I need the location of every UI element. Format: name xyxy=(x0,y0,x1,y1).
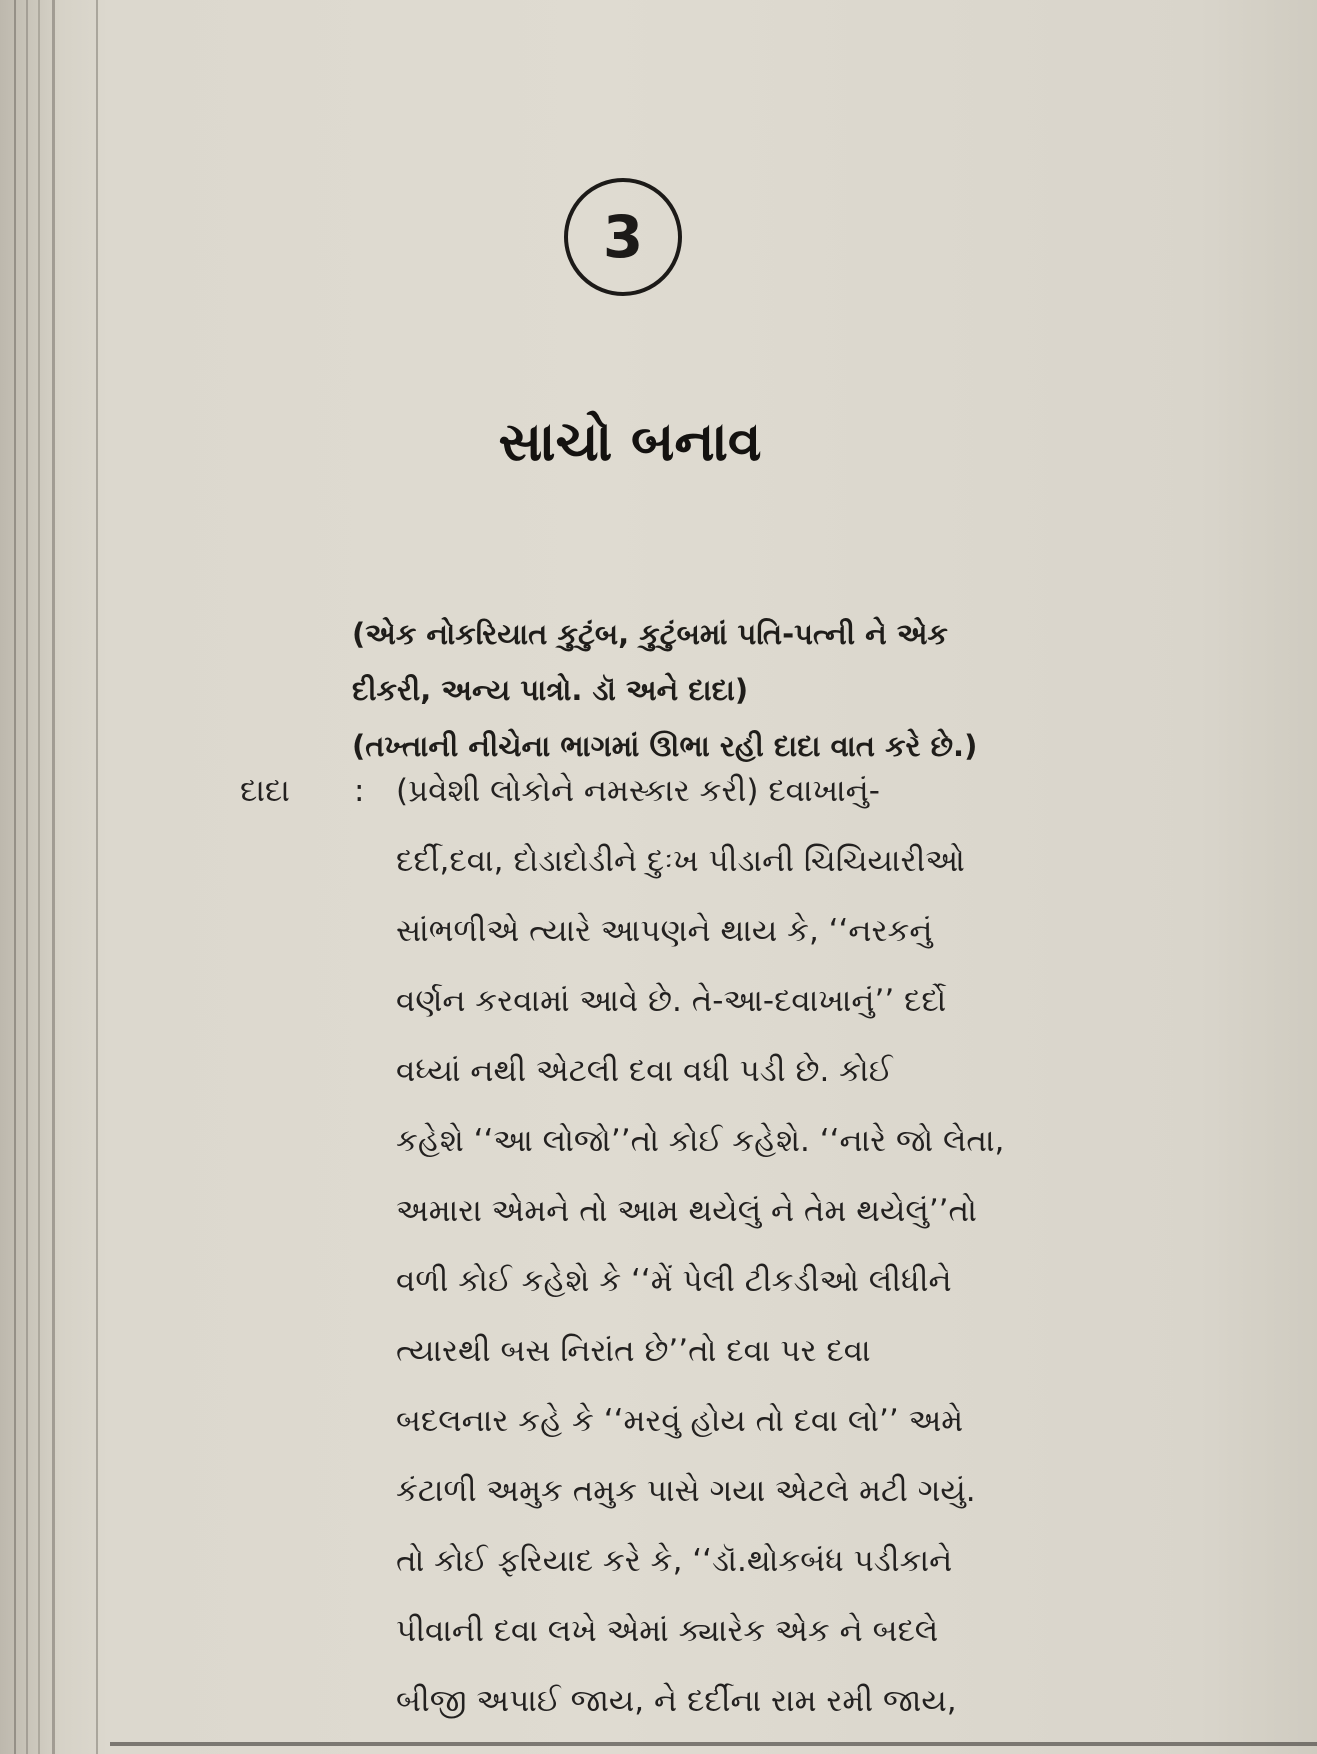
dialogue-line: કહેશે ‘‘આ લોજો’’તો કોઈ કહેશે. ‘‘નારે જો લેતા, xyxy=(396,1123,1005,1159)
dialogue-line: (પ્રવેશી લોકોને નમસ્કાર કરી) દવાખાનું- xyxy=(396,773,880,809)
stage-direction-line: દીકરી, અન્ય પાત્રો. ડૉ અને દાદા) xyxy=(352,673,749,707)
page-edge xyxy=(38,0,40,1754)
page-bottom-edge xyxy=(110,1742,1317,1746)
page-edge xyxy=(52,0,55,1754)
page-edge xyxy=(26,0,28,1754)
chapter-number-badge xyxy=(564,178,682,296)
stage-direction-line: (એક નોકરિયાત કુટુંબ, કુટુંબમાં પતિ-પત્ની ને એક xyxy=(352,617,948,651)
page-edge xyxy=(96,0,98,1754)
dialogue-line: બીજી અપાઈ જાય, ને દર્દીના રામ રમી જાય, xyxy=(396,1683,957,1719)
dialogue-line: વધ્યાં નથી એટલી દવા વધી પડી છે. કોઈ xyxy=(396,1053,893,1089)
dialogue-line: કંટાળી અમુક તમુક પાસે ગયા એટલે મટી ગયું. xyxy=(396,1473,976,1509)
dialogue-line: બદલનાર કહે કે ‘‘મરવું હોય તો દવા લો’’ અમે xyxy=(396,1403,964,1439)
stage-direction-line: (તખ્તાની નીચેના ભાગમાં ઊભા રહી દાદા વાત કરે છે.) xyxy=(352,729,978,763)
speaker-separator: : xyxy=(354,773,365,809)
dialogue-line: વળી કોઈ કહેશે કે ‘‘મેં પેલી ટીકડીઓ લીધીને xyxy=(396,1263,952,1299)
dialogue-line: સાંભળીએ ત્યારે આપણને થાય કે, ‘‘નરકનું xyxy=(396,913,933,949)
dialogue-line: ત્યારથી બસ નિરાંત છે’’તો દવા પર દવા xyxy=(396,1333,871,1369)
page-edge xyxy=(14,0,16,1754)
chapter-title: સાચો બનાવ xyxy=(498,410,762,473)
dialogue-line: દર્દી,દવા, દોડાદોડીને દુઃખ પીડાની ચિચિયારીઓ xyxy=(396,843,965,879)
chapter-number: 3 xyxy=(602,203,644,271)
dialogue-line: અમારા એમને તો આમ થયેલું ને તેમ થયેલું’’તો xyxy=(396,1193,977,1229)
stage-directions xyxy=(352,606,1152,774)
dialogue-line: તો કોઈ ફરિયાદ કરે કે, ‘‘ડૉ.થોકબંધ પડીકાને xyxy=(396,1543,953,1579)
dialogue-line: પીવાની દવા લખે એમાં ક્યારેક એક ને બદલે xyxy=(396,1613,939,1649)
dialogue-line: વર્ણન કરવામાં આવે છે. તે-આ-દવાખાનું’’ દર્દો xyxy=(396,983,947,1019)
speaker-name: દાદા xyxy=(240,773,290,809)
